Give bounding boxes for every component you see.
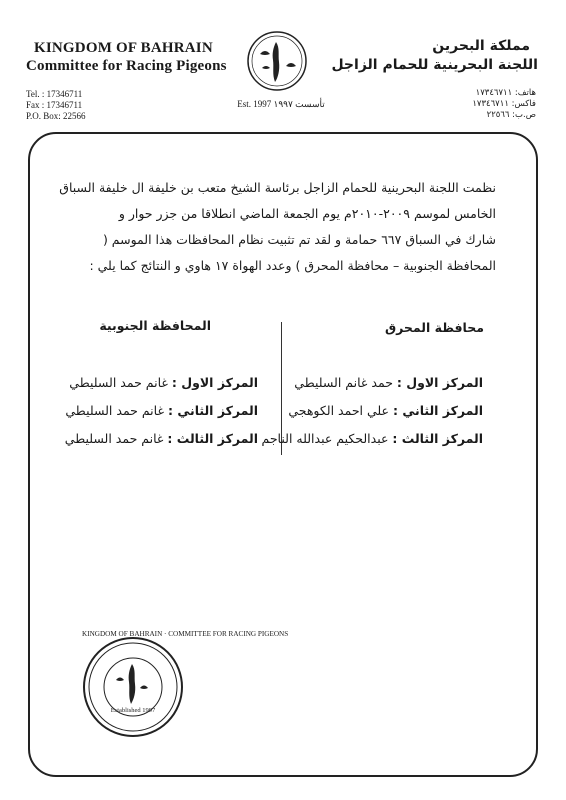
stamp-established-text: Established 1997: [110, 707, 156, 714]
official-stamp: [82, 630, 289, 738]
result-label: المركز الثالث :: [167, 431, 258, 446]
bahrain-map-pigeons-icon: [246, 30, 308, 92]
southern-result-2: [65, 403, 258, 418]
southern-heading: المحافظة الجنوبية: [99, 318, 211, 333]
committee-logo: [246, 30, 308, 92]
muharraq-result-3: [262, 431, 483, 446]
result-name: غانم حمد السليطي: [65, 403, 165, 418]
en-committee-title: Committee for Racing Pigeons: [26, 58, 227, 74]
result-name: غانم حمد السليطي: [69, 375, 168, 390]
body-line-4: المحافظة الجنوبية – محافظة المحرق ) وعدد الهواة ١٧ هاوي و النتائج كما يلي :: [89, 258, 496, 273]
muharraq-heading: محافظة المحرق: [384, 320, 484, 335]
ar-pobox-text: ص.ب: ٢٢٥٦٦: [486, 110, 536, 120]
result-name: علي احمد الكوهجي: [288, 403, 390, 418]
result-name: غانم حمد السليطي: [64, 431, 164, 446]
result-label: المركز الثالث :: [392, 431, 483, 446]
ar-committee-title: اللجنة البحرينية للحمام الزاجل: [331, 57, 538, 73]
result-label: المركز الثاني :: [393, 403, 483, 418]
contact-block-ar: [472, 88, 536, 121]
result-name: حمد غانم السليطي: [294, 375, 393, 390]
established-text: Est. 1997 تأسست ١٩٩٧: [237, 99, 325, 109]
tel-text: Tel. : 17346711: [26, 89, 83, 99]
result-label: المركز الاول :: [396, 375, 483, 390]
ar-kingdom-title: مملكة البحرين: [432, 38, 530, 54]
stamp-seal-icon: [82, 630, 289, 738]
muharraq-result-1: [294, 375, 483, 390]
stamp-ring-text: KINGDOM OF BAHRAIN · COMMITTEE FOR RACING PIGEONS: [82, 630, 289, 638]
southern-result-3: [65, 431, 258, 446]
en-kingdom-title: KINGDOM OF BAHRAIN: [34, 40, 213, 56]
muharraq-result-2: [288, 403, 483, 418]
body-line-1: نظمت اللجنة البحرينية للحمام الزاجل برئاسة الشيخ متعب بن خليفة ال خليفة السباق: [59, 180, 496, 195]
pobox-text: P.O. Box: 22566: [26, 111, 86, 121]
result-label: المركز الاول :: [171, 375, 258, 390]
result-label: المركز الثاني :: [168, 403, 258, 418]
fax-text: Fax : 17346711: [26, 100, 83, 110]
body-line-3: شارك في السباق ٦٦٧ حمامة و لقد تم تثبيت نظام المحافظات هذا الموسم (: [102, 232, 496, 247]
body-line-2: الخامس لموسم ٢٠٠٩-٢٠١٠م يوم الجمعة الماضي انطلاقا من جزر حوار و: [118, 206, 496, 221]
contact-block-en: [26, 89, 86, 122]
result-name: عبدالحكيم عبدالله الناجم: [261, 431, 389, 446]
ar-fax-text: فاكس: ١٧٣٤٦٧١١: [472, 99, 536, 109]
ar-tel-text: هاتف: ١٧٣٤٦٧١١: [475, 88, 536, 98]
southern-result-1: [69, 375, 258, 390]
